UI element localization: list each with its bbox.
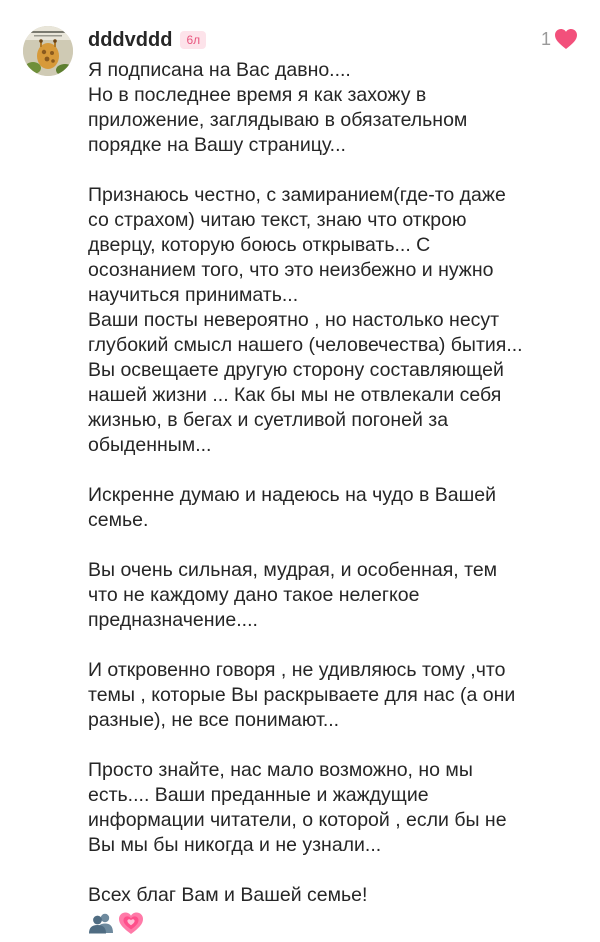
comment-paragraph: И откровенно говоря , не удивляюсь тому ,что темы , которые Вы раскрываете для нас (а они разные), не все понимают... xyxy=(88,659,516,731)
comment-paragraph: Признаюсь честно, с замиранием(где-то даже со страхом) читаю текст, знаю что открою дверцу, которую боюсь открывать... С осознанием того, что это неизбежно и нужно научиться принимать... Ваши посты невероятно , но настолько несут глубокий смысл нашего (человечества) бытия... Вы освещаете другую сторону составляющей нашей жизни ... Как бы мы не отвлекали себя жизнью, в бегах и суетливой погоней за обыденным... xyxy=(88,184,523,456)
comment-content xyxy=(88,26,588,936)
username[interactable]: dddvddd xyxy=(88,28,173,51)
comment-text xyxy=(88,58,588,936)
growing-heart-icon xyxy=(118,911,144,935)
busts-in-silhouette-icon xyxy=(88,912,114,934)
giraffe-avatar-icon xyxy=(23,26,73,76)
emoji-row xyxy=(88,910,588,936)
like-count: 1 xyxy=(540,28,551,49)
comment-paragraph: Просто знайте, нас мало возможно, но мы есть.... Ваши преданные и жаждущие информации читатели, о которой , если бы не Вы мы бы никогда и не узнали... xyxy=(88,759,507,856)
heart-icon[interactable] xyxy=(554,28,578,50)
age-badge: 6л xyxy=(180,31,206,49)
like-section[interactable] xyxy=(541,28,578,50)
comment-paragraph: Вы очень сильная, мудрая, и особенная, тем что не каждому дано такое нелегкое предназначение.... xyxy=(88,559,498,631)
comment-header xyxy=(88,26,588,54)
comment-paragraph: Я подписана на Вас давно.... Но в последнее время я как захожу в приложение, заглядываю в обязательном порядке на Вашу страницу... xyxy=(88,59,468,156)
comment-paragraph: Искренне думаю и надеюсь на чудо в Вашей семье. xyxy=(88,484,497,531)
comment-paragraph: Всех благ Вам и Вашей семье! xyxy=(88,884,368,906)
avatar[interactable] xyxy=(23,26,73,76)
